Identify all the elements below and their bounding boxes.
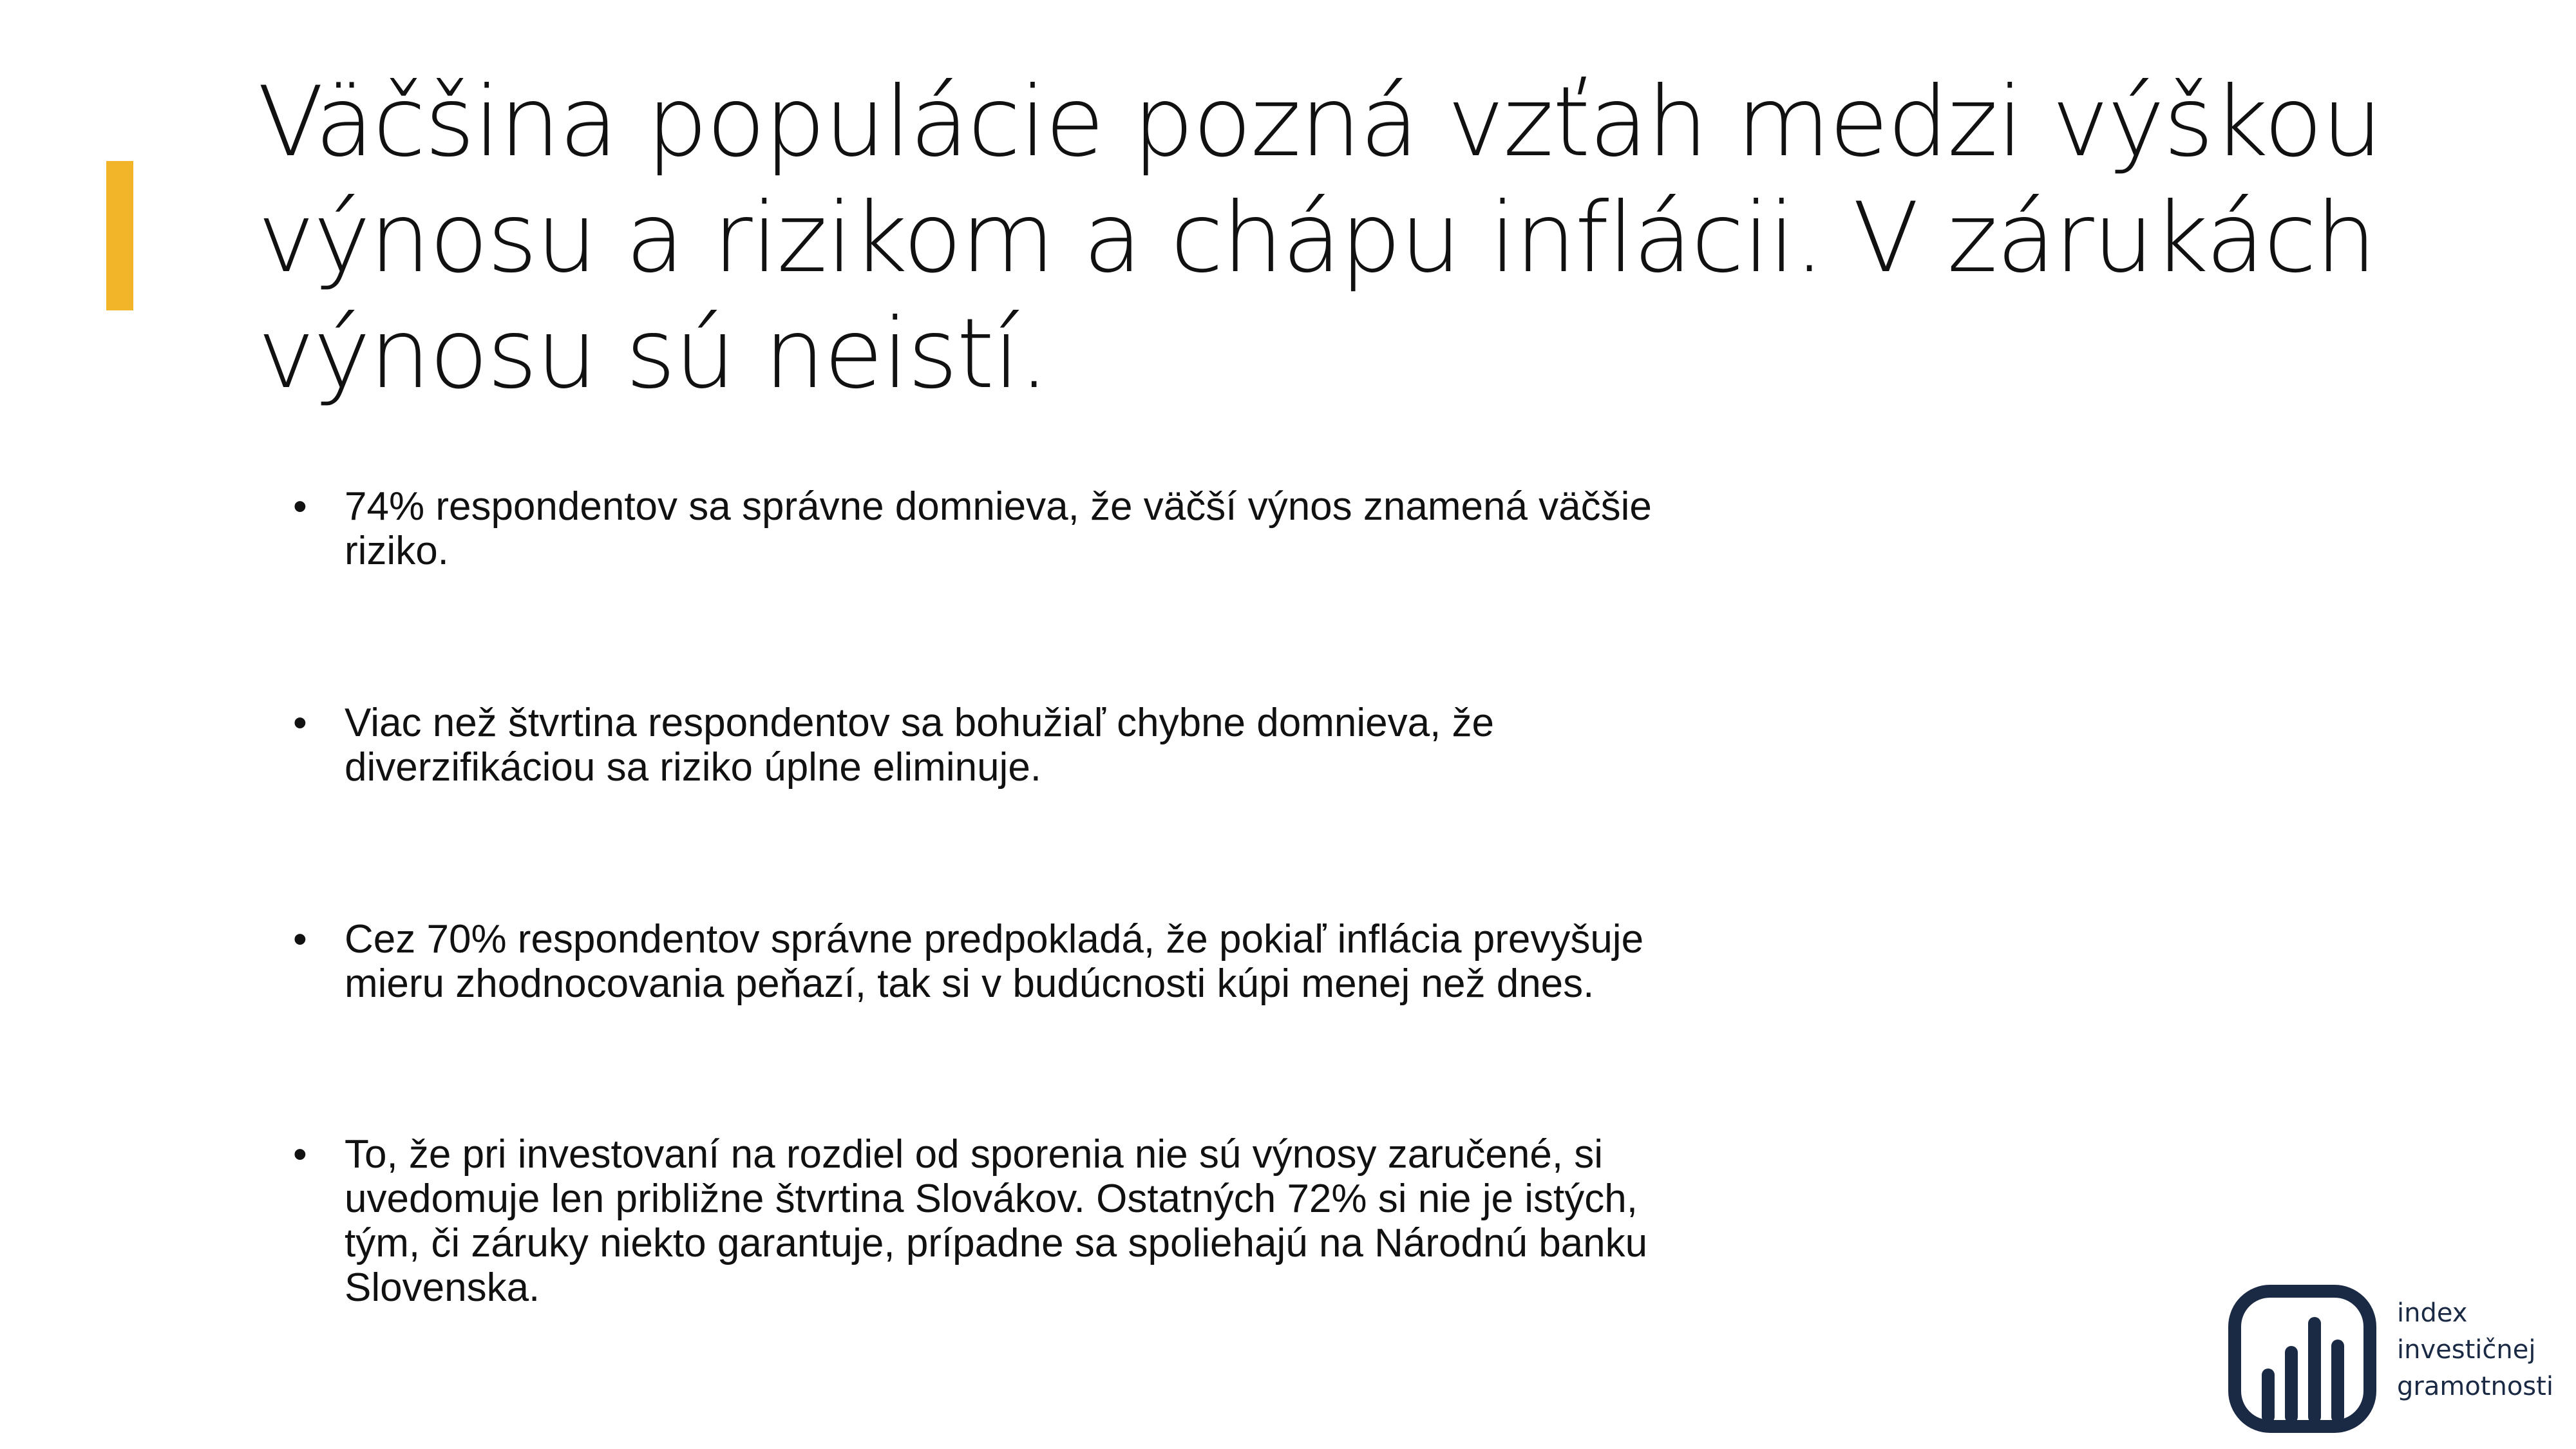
bullet-item: [293, 1132, 1710, 1310]
logo-line-3: gramotnosti: [2397, 1372, 2553, 1401]
bullet-text: 74% respondentov sa správne domnieva, že väčší výnos znamená väčšie riziko.: [345, 484, 1652, 573]
bullet-item: [293, 484, 1710, 573]
bullet-dot: •: [293, 701, 307, 745]
logo-wordmark: [2397, 1295, 2553, 1405]
bar-chart-logo-icon: [2228, 1285, 2376, 1433]
title-accent-bar: [106, 161, 133, 310]
brand-logo: [2228, 1285, 2553, 1439]
bullet-list: [293, 484, 1710, 1310]
slide-title: Väčšina populácie pozná vzťah medzi výškou výnosu a rizikom a chápu inflácii. V zárukách výnosu sú neistí.: [258, 66, 2382, 410]
bullet-item: [293, 701, 1710, 790]
logo-line-1: index: [2397, 1298, 2468, 1328]
bullet-text: Cez 70% respondentov správne predpokladá, že pokiaľ inflácia prevyšuje mieru zhodnocovania peňazí, tak si v budúcnosti kúpi menej než dnes.: [345, 917, 1644, 1006]
bullet-dot: •: [293, 1132, 307, 1177]
bullet-text: Viac než štvrtina respondentov sa bohužiaľ chybne domnieva, že diverzifikáciou sa riziko úplne eliminuje.: [345, 701, 1495, 790]
bullet-text: To, že pri investovaní na rozdiel od sporenia nie sú výnosy zaručené, si uvedomuje len približne štvrtina Slovákov. Ostatných 72% si nie je istých, tým, či záruky niekto garantuje, prípadne sa spoliehajú na Národnú banku Slovenska.: [345, 1132, 1648, 1310]
bullet-dot: •: [293, 484, 307, 529]
bullet-dot: •: [293, 917, 307, 961]
logo-line-2: investičnej: [2397, 1335, 2536, 1365]
bullet-item: [293, 917, 1710, 1006]
